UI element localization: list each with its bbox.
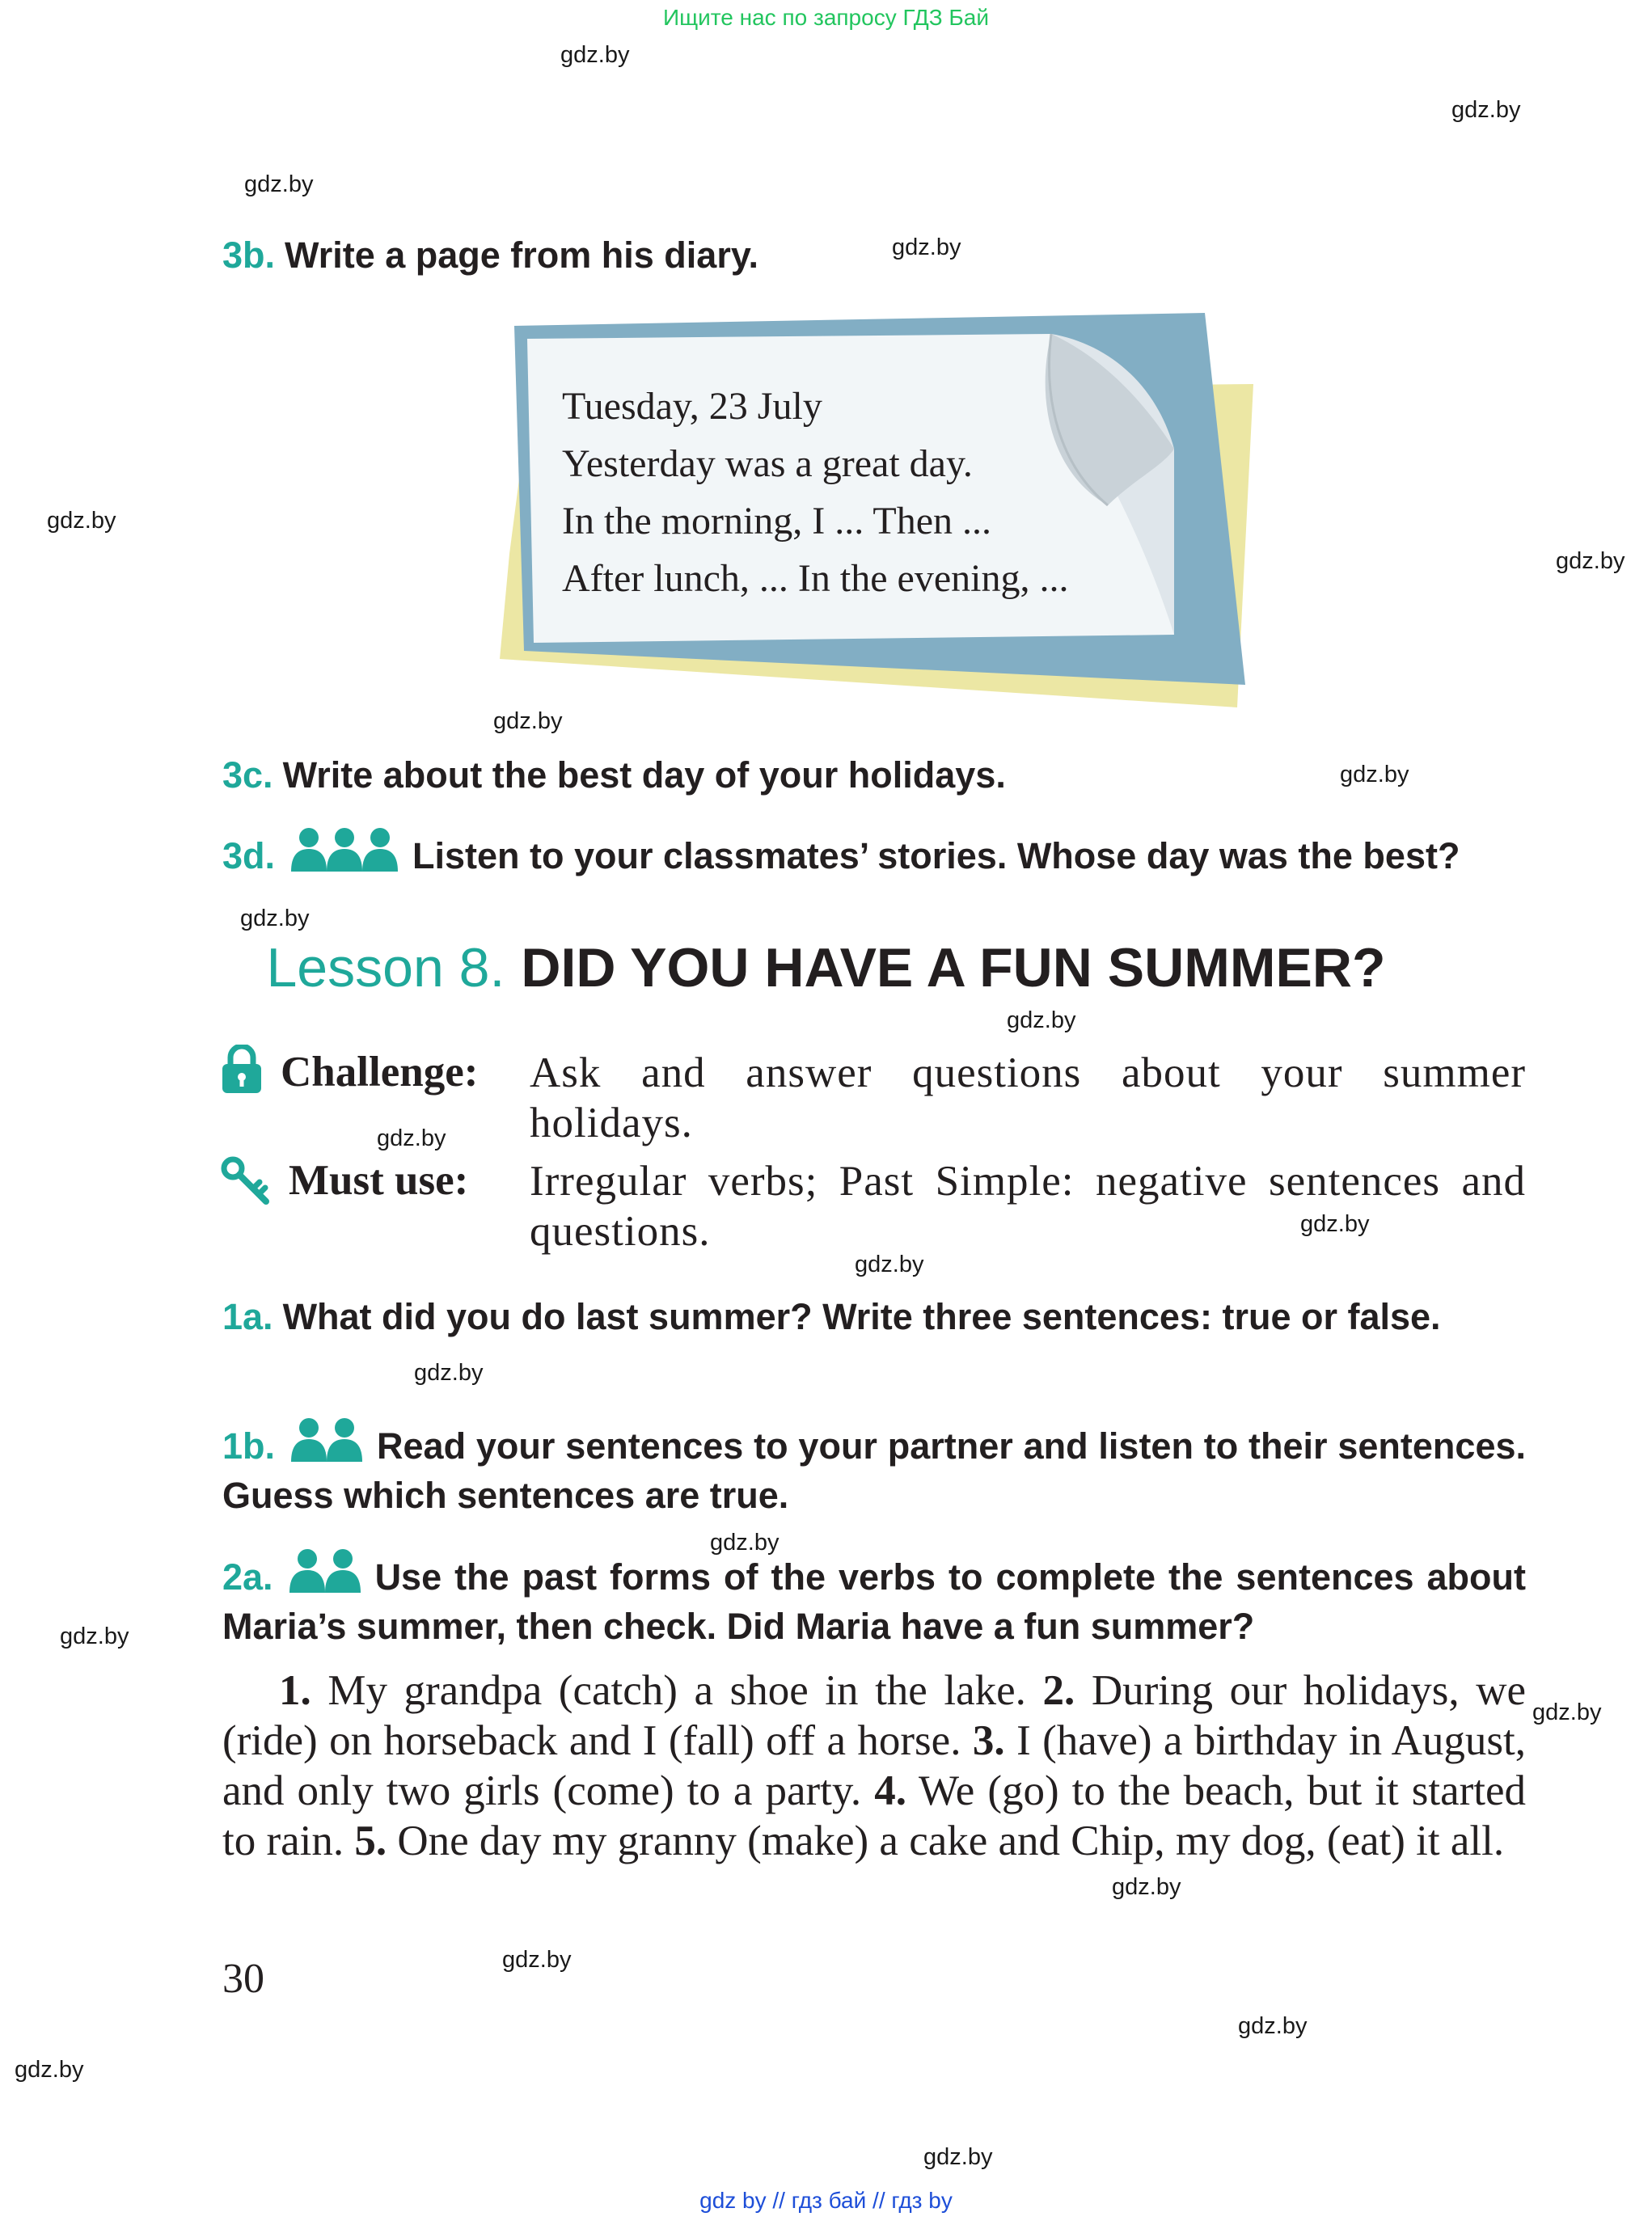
item-number: 2.: [1042, 1667, 1075, 1714]
diary-note: [485, 311, 1253, 707]
pair-icon: [288, 1547, 362, 1603]
lesson-title: [0, 936, 1652, 999]
watermark: gdz.by: [47, 508, 116, 534]
watermark: gdz.by: [1112, 1874, 1181, 1900]
bottom-banner[interactable]: gdz by // гдз бай // гдз by: [699, 2188, 953, 2213]
diary-line: Yesterday was a great day.: [562, 442, 973, 485]
group-icon: [289, 826, 399, 882]
task-text: What did you do last summer? Write three sentences: true or false.: [282, 1296, 1441, 1337]
item-text: During our holidays, we (ride) on horseback and I (fall) off a horse.: [222, 1667, 1527, 1764]
lesson-heading: DID YOU HAVE A FUN SUMMER?: [521, 937, 1386, 999]
item-text: I (have) a birthday in August, and only two girls (come) to a party.: [222, 1717, 1527, 1814]
task-text: Use the past forms of the verbs to complete the sentences about Maria’s summer, then check. Did Maria have a fun summer?: [222, 1556, 1526, 1647]
key-icon: [221, 1156, 271, 1210]
watermark: gdz.by: [710, 1530, 780, 1556]
watermark: gdz.by: [240, 906, 310, 931]
watermark: gdz.by: [923, 2144, 993, 2170]
item-number: 5.: [354, 1818, 387, 1864]
watermark: gdz.by: [377, 1125, 446, 1151]
watermark: gdz.by: [1238, 2013, 1308, 2039]
task-number: 1b.: [222, 1425, 276, 1467]
task-1a: [222, 1294, 1526, 1340]
watermark: gdz.by: [493, 708, 563, 734]
task-3d: [222, 826, 1526, 882]
watermark: gdz.by: [1340, 762, 1409, 787]
watermark: gdz.by: [60, 1623, 129, 1649]
item-text: My grandpa (catch) a shoe in the lake.: [327, 1667, 1026, 1714]
task-number: 3c.: [222, 754, 273, 796]
watermark: gdz.by: [1532, 1699, 1602, 1725]
page-number: 30: [222, 1956, 264, 2002]
watermark: gdz.by: [892, 234, 961, 260]
task-2a: [222, 1547, 1526, 1649]
task-3b: [222, 232, 1526, 278]
challenge-label: Challenge:: [281, 1049, 479, 1096]
item-number: 4.: [874, 1767, 906, 1814]
watermark: gdz.by: [15, 2057, 84, 2083]
item-number: 3.: [972, 1717, 1005, 1764]
item-text: We (go) to the beach, but it started to rain.: [222, 1767, 1527, 1864]
watermark: gdz.by: [1007, 1007, 1076, 1033]
task-text: Write about the best day of your holidays.: [282, 754, 1006, 796]
watermark: gdz.by: [1556, 548, 1625, 574]
item-number: 1.: [279, 1667, 311, 1714]
watermark: gdz.by: [855, 1252, 924, 1277]
watermark: gdz.by: [560, 42, 630, 68]
task-1b: [222, 1416, 1526, 1518]
diary-line: Tuesday, 23 July: [562, 385, 822, 428]
watermark: gdz.by: [502, 1947, 572, 1973]
lock-icon: [221, 1045, 263, 1099]
watermark: gdz.by: [1300, 1211, 1370, 1237]
diary-text: [562, 378, 1144, 607]
exercise-text: [222, 1666, 1526, 1866]
must-use-label: Must use:: [289, 1157, 469, 1204]
task-text: Write a page from his diary.: [285, 234, 759, 276]
watermark: gdz.by: [414, 1360, 484, 1386]
task-3c: [222, 752, 1526, 798]
lesson-number: Lesson 8.: [266, 937, 505, 999]
task-number: 2a.: [222, 1556, 273, 1598]
challenge-text: Ask and answer questions about your summer holidays.: [530, 1049, 1526, 1146]
item-text: One day my granny (make) a cake and Chip, my dog, (eat) it all.: [397, 1818, 1505, 1864]
task-number: 3d.: [222, 835, 276, 876]
watermark: gdz.by: [1451, 97, 1521, 123]
top-banner[interactable]: Ищите нас по запросу ГДЗ Бай: [662, 5, 990, 30]
diary-line: In the morning, I ... Then ...: [562, 500, 992, 543]
must-use-text: Irregular verbs; Past Simple: negative sentences and questions.: [530, 1158, 1526, 1255]
pair-icon: [289, 1416, 364, 1472]
task-text: Listen to your classmates’ stories. Whose day was the best?: [412, 835, 1460, 876]
watermark: gdz.by: [244, 171, 314, 197]
task-text: Read your sentences to your partner and listen to their sentences. Guess which sentences are true.: [222, 1425, 1526, 1516]
task-number: 1a.: [222, 1296, 273, 1337]
diary-line: After lunch, ... In the evening, ...: [562, 557, 1069, 600]
task-number: 3b.: [222, 234, 276, 276]
